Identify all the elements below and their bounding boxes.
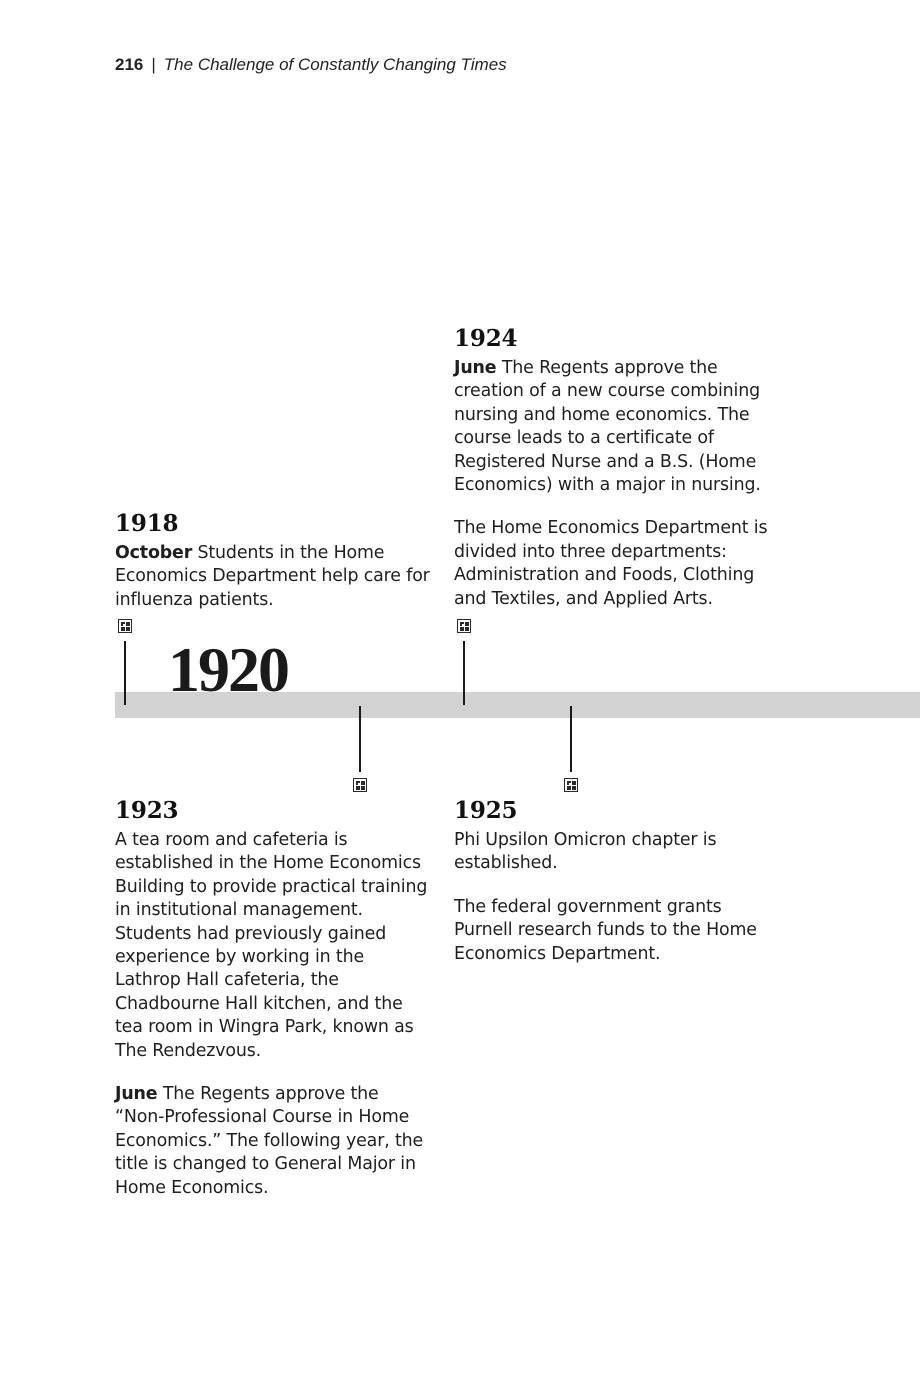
entry-text: The Regents approve the creation of a new course combining nursing and home economics. The course leads to a certificate of Registered Nurse and a B.S. (Home Economics) with a major in nursing. (454, 358, 761, 496)
header-separator: | (151, 55, 156, 74)
entry-year: 1925 (454, 797, 518, 824)
entry-text: The Home Economics Department is divided into three departments: Administration and Foods, Clothing and Textiles, and Applied Arts. (454, 518, 768, 609)
entry-text: Phi Upsilon Omicron chapter is established. (454, 830, 717, 874)
entry-text: The federal government grants Purnell research funds to the Home Economics Department. (454, 896, 757, 964)
entry-paragraph (115, 542, 433, 612)
entry-month: June (454, 358, 497, 378)
entry-1923 (115, 798, 433, 1220)
timeline-tick (359, 706, 361, 772)
entry-paragraph (454, 829, 772, 876)
timeline-marker-icon (118, 619, 132, 633)
timeline-tick (463, 641, 465, 705)
entry-year: 1918 (115, 510, 179, 537)
running-head (115, 55, 507, 75)
decade-label: 1920 (168, 634, 288, 705)
entry-month: June (115, 1084, 158, 1105)
entry-text: A tea room and cafeteria is established in the Home Economics Building to provide practical training in institutional management. Students had previously gained experience by working in the Lathrop Hall cafeteria, the Chadbourne Hall kitchen, and the tea room in Wingra Park, known as The Rendezvous. (115, 830, 428, 1061)
entry-paragraph (454, 517, 772, 611)
timeline-marker-icon (353, 778, 367, 792)
timeline-marker-icon (564, 778, 578, 792)
entry-text: Students in the Home Economics Department help care for influenza patients. (115, 543, 430, 610)
entry-paragraph (115, 1083, 433, 1200)
timeline-marker-icon (457, 619, 471, 633)
entry-text: The Regents approve the “Non-Professional Course in Home Economics.” The following year, the title is changed to General Major in Home Economics. (115, 1084, 424, 1198)
entry-year: 1924 (454, 325, 518, 352)
entry-1924 (454, 326, 772, 631)
entry-1925 (454, 798, 772, 986)
entry-paragraph (454, 896, 772, 966)
entry-year: 1923 (115, 797, 179, 824)
entry-paragraph (115, 829, 433, 1063)
page-number: 216 (115, 55, 144, 74)
book-title: The Challenge of Constantly Changing Times (163, 55, 507, 74)
timeline-tick (570, 706, 572, 772)
entry-month: October (115, 543, 193, 563)
timeline-tick (124, 641, 126, 705)
entry-1918 (115, 511, 433, 632)
entry-paragraph (454, 357, 772, 497)
